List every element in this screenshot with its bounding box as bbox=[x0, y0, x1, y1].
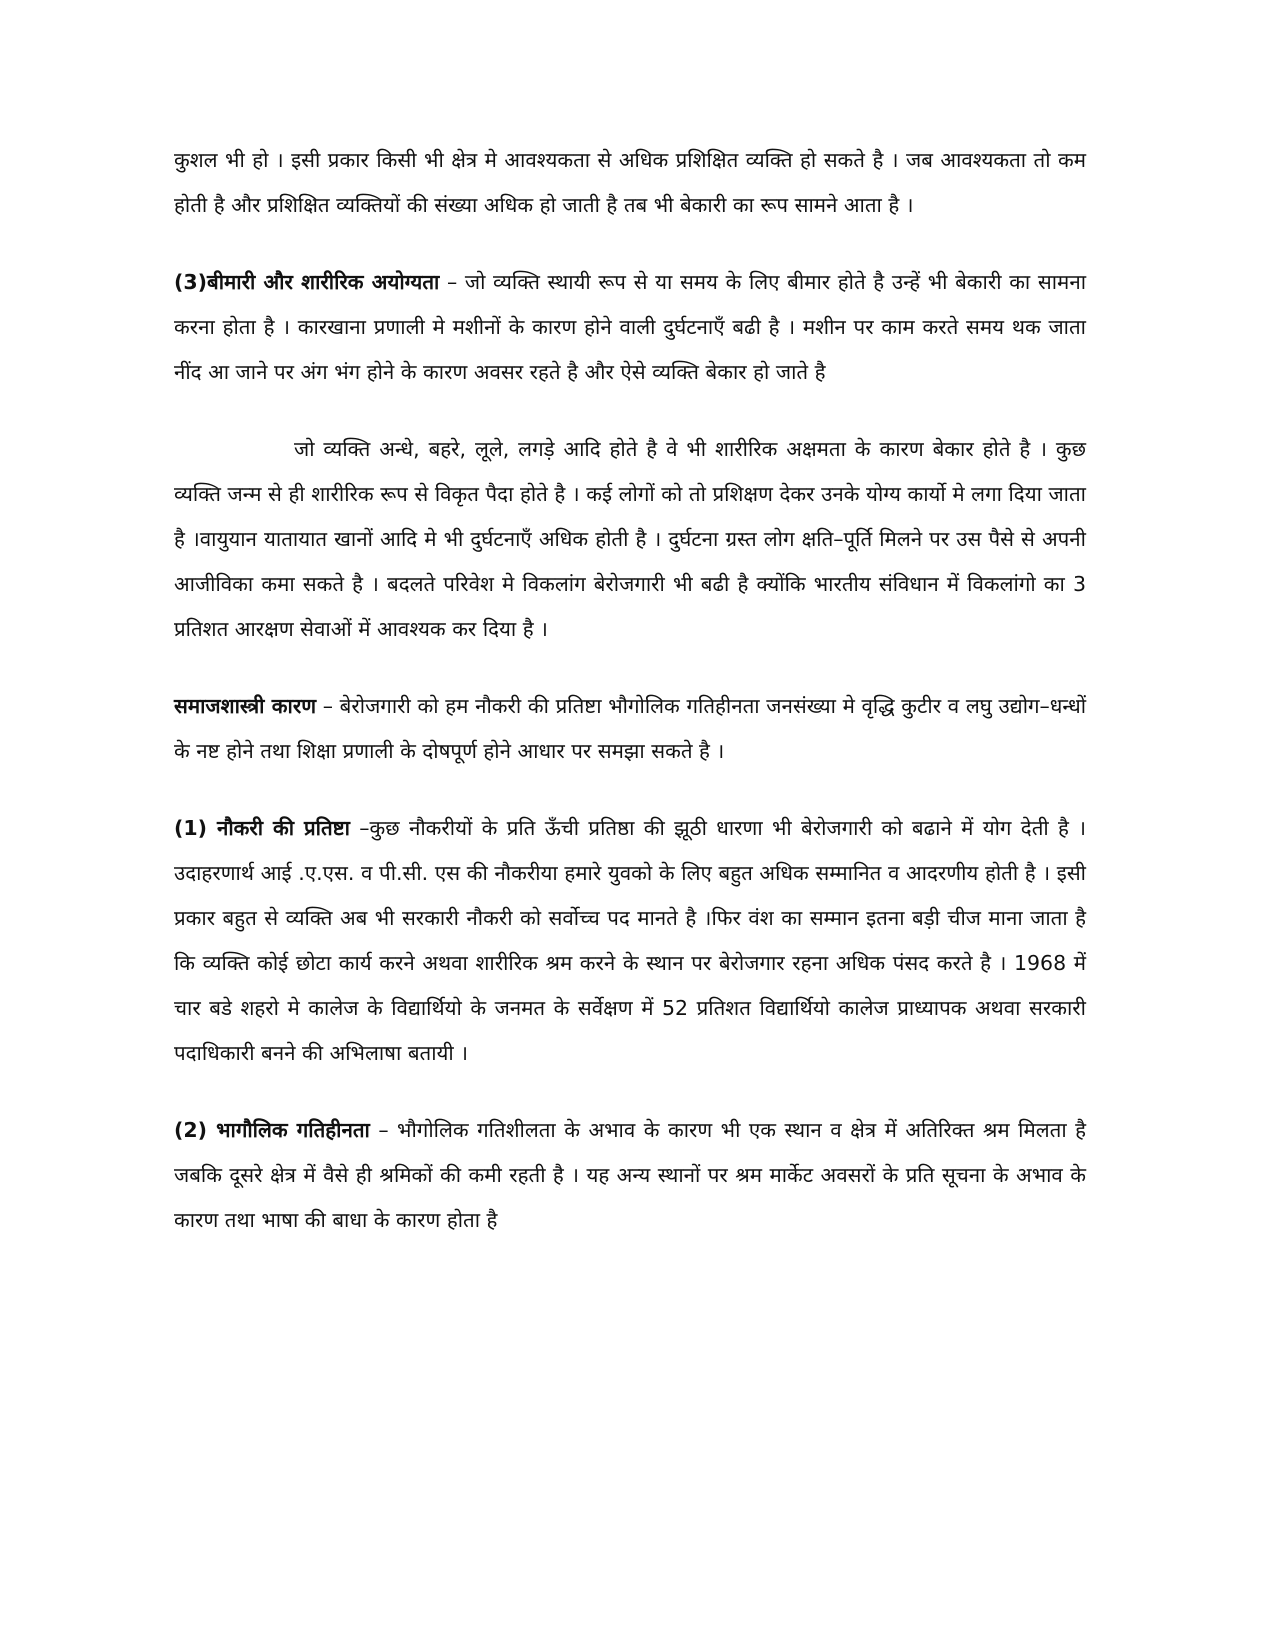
paragraph-text: – जो व्यक्ति स्थायी रूप से या समय के लिए बीमार होते है उन्हें भी बेकारी का सामना करना होता है । कारखाना प्रणाली मे मशीनों के कारण होने वाली दुर्घटनाएँ बढी है । मशीन पर काम करते समय थक जाता नींद आ जाने पर अंग भंग होने के कारण अवसर रहते है और ऐसे व्यक्ति बेकार हो जाते है bbox=[174, 270, 1087, 384]
paragraph-6 bbox=[174, 1108, 1086, 1243]
paragraph-text: जो व्यक्ति अन्धे, बहरे, लूले, लगड़े आदि होते है वे भी शारीरिक अक्षमता के कारण बेकार होते है । कुछ व्यक्ति जन्म से ही शारीरिक रूप से विकृत पैदा होते है । कई लोगों को तो प्रशिक्षण देकर उनके योग्य कार्यो मे लगा दिया जाता है ।वायुयान यातायात खानों आदि मे भी दुर्घटनाएँ अधिक होती है । दुर्घटना ग्रस्त लोग क्षति–पूर्ति मिलने पर उस पैसे से अपनी आजीविका कमा सकते है । बदलते परिवेश मे विकलांग बेरोजगारी भी बढी है क्योंकि भारतीय संविधान में विकलांगो का 3 प्रतिशत आरक्षण सेवाओं में आवश्यक कर दिया है । bbox=[174, 437, 1086, 641]
paragraph-2 bbox=[174, 260, 1086, 395]
paragraph-5 bbox=[174, 806, 1086, 1076]
paragraph-heading: (3)बीमारी और शारीरिक अयोग्यता bbox=[174, 270, 440, 294]
paragraph-text: – भौगोलिक गतिशीलता के अभाव के कारण भी एक स्थान व क्षेत्र में अतिरिक्त श्रम मिलता है जबकि दूसरे क्षेत्र में वैसे ही श्रमिकों की कमी रहती है । यह अन्य स्थानों पर श्रम मार्केट अवसरों के प्रति सूचना के अभाव के कारण तथा भाषा की बाधा के कारण होता है bbox=[174, 1118, 1086, 1232]
paragraph-text: –कुछ नौकरीयों के प्रति ऊँची प्रतिष्ठा की झूठी धारणा भी बेरोजगारी को बढाने में योग देती है । उदाहरणार्थ आई .ए.एस. व पी.सी. एस की नौकरीया हमारे युवको के लिए बहुत अधिक सम्मानित व आदरणीय होती है । इसी प्रकार बहुत से व्यक्ति अब भी सरकारी नौकरी को सर्वोच्च पद मानते है ।फिर वंश का सम्मान इतना बड़ी चीज माना जाता है कि व्यक्ति कोई छोटा कार्य करने अथवा शारीरिक श्रम करने के स्थान पर बेरोजगार रहना अधिक पंसद करते है । 1968 में चार बडे शहरो मे कालेज के विद्यार्थियो के जनमत के सर्वेक्षण में 52 प्रतिशत विद्यार्थियो कालेज प्राध्यापक अथवा सरकारी पदाधिकारी बनने की अभिलाषा बतायी । bbox=[174, 816, 1086, 1065]
paragraph-heading: (1) नौकरी की प्रतिष्टा bbox=[174, 816, 350, 840]
page-body bbox=[174, 138, 1086, 1243]
paragraph-heading: (2) भागौलिक गतिहीनता bbox=[174, 1118, 370, 1142]
paragraph-4 bbox=[174, 684, 1086, 774]
paragraph-text: कुशल भी हो । इसी प्रकार किसी भी क्षेत्र मे आवश्यकता से अधिक प्रशिक्षित व्यक्ति हो सकते है । जब आवश्यकता तो कम होती है और प्रशिक्षित व्यक्तियों की संख्या अधिक हो जाती है तब भी बेकारी का रूप सामने आता है । bbox=[174, 148, 1086, 217]
paragraph-text: – बेरोजगारी को हम नौकरी की प्रतिष्टा भौगोलिक गतिहीनता जनसंख्या मे वृद्धि कुटीर व लघु उद्योग–धन्धों के नष्ट होने तथा शिक्षा प्रणाली के दोषपूर्ण होने आधार पर समझा सकते है । bbox=[174, 694, 1086, 763]
paragraph-heading: समाजशास्त्री कारण bbox=[174, 694, 317, 718]
paragraph-1 bbox=[174, 138, 1086, 228]
paragraph-3 bbox=[174, 427, 1086, 652]
